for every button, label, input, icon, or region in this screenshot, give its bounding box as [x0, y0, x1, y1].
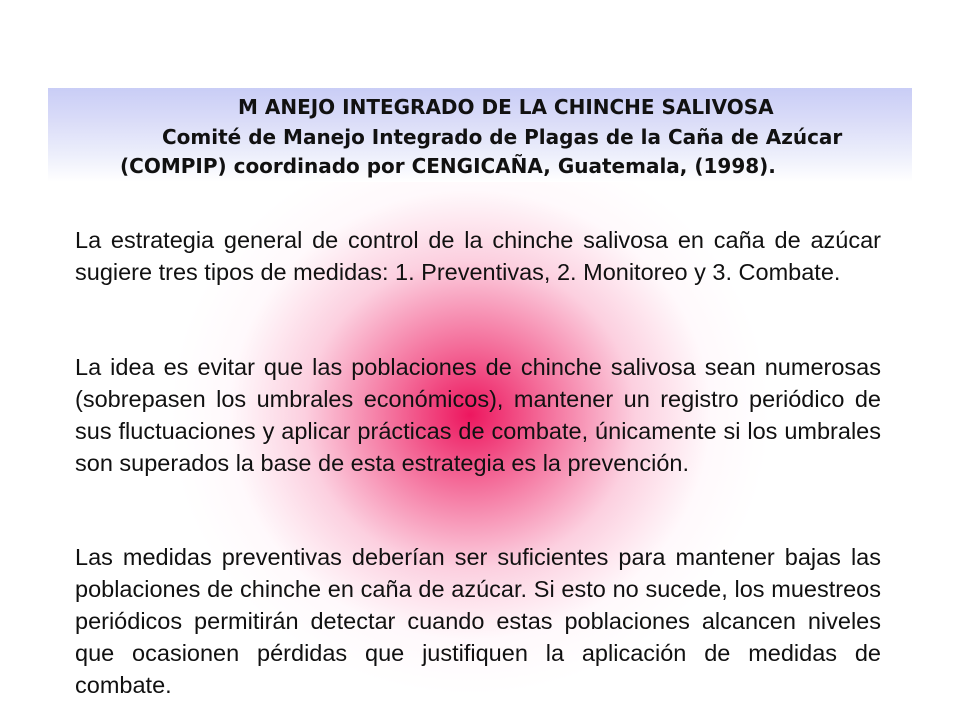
paragraph-preventive: Las medidas preventivas deberían ser suficientes para mantener bajas las poblaciones de chinche en caña de azúcar. Si esto no sucede, los muestreos periódicos permitirán detectar cuando estas poblaciones alcancen niveles que ocasionen pérdidas que justifiquen la aplicación de medidas de combate.	[75, 544, 881, 698]
subtitle-credit: (COMPIP) coordinado por CENGICAÑA, Guatemala, (1998).	[120, 154, 776, 178]
title: M ANEJO INTEGRADO DE LA CHINCHE SALIVOSA	[238, 95, 774, 119]
paragraph-strategy: La estrategia general de control de la chinche salivosa en caña de azúcar sugiere tres tipos de medidas: 1. Preventivas, 2. Monitoreo y 3. Combate.	[75, 227, 881, 285]
subtitle: Comité de Manejo Integrado de Plagas de la Caña de Azúcar	[162, 125, 843, 149]
paragraph-idea: La idea es evitar que las poblaciones de chinche salivosa sean numerosas (sobrepasen los umbrales económicos), mantener un registro periódico de sus fluctuaciones y aplicar prácticas de combate, únicamente si los umbrales son superados la base de esta estrategia es la prevención.	[75, 354, 881, 476]
